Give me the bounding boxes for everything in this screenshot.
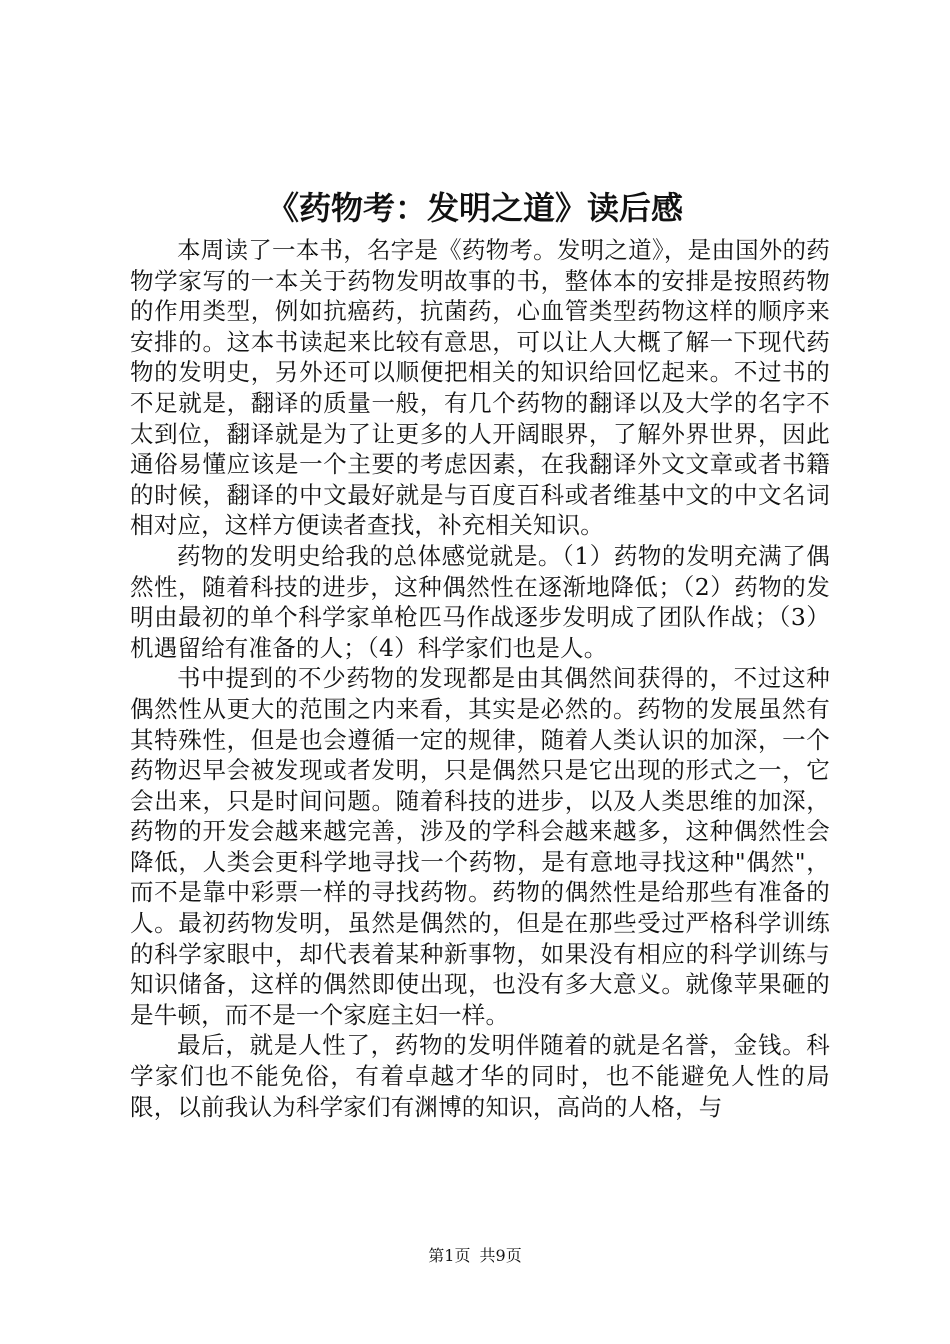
page-footer xyxy=(0,1245,950,1267)
paragraph-4: 最后，就是人性了，药物的发明伴随着的就是名誉，金钱。科学家们也不能免俗，有着卓越才华的同时，也不能避免人性的局限，以前我认为科学家们有渊博的知识，高尚的人格，与 xyxy=(130,1031,830,1121)
current-page-number: 第1页 xyxy=(428,1246,471,1265)
total-page-count: 共9页 xyxy=(479,1246,522,1265)
document-title: 《药物考：发明之道》读后感 xyxy=(266,189,683,227)
document-body xyxy=(130,235,830,1122)
paragraph-2: 药物的发明史给我的总体感觉就是。（1）药物的发明充满了偶然性，随着科技的进步，这种偶然性在逐渐地降低；（2）药物的发明由最初的单个科学家单枪匹马作战逐步发明成了团队作战；（3）机遇留给有准备的人；（4）科学家们也是人。 xyxy=(130,541,830,662)
paragraph-1: 本周读了一本书，名字是《药物考。发明之道》，是由国外的药物学家写的一本关于药物发明故事的书，整体本的安排是按照药物的作用类型，例如抗癌药，抗菌药，心血管类型药物这样的顺序来安排的。这本书读起来比较有意思，可以让人大概了解一下现代药物的发明史，另外还可以顺便把相关的知识给回忆起来。不过书的不足就是，翻译的质量一般，有几个药物的翻译以及大学的名字不太到位，翻译就是为了让更多的人开阔眼界，了解外界世界，因此通俗易懂应该是一个主要的考虑因素，在我翻译外文文章或者书籍的时候，翻译的中文最好就是与百度百科或者维基中文的中文名词相对应，这样方便读者查找，补充相关知识。 xyxy=(130,236,830,540)
paragraph-3: 书中提到的不少药物的发现都是由其偶然间获得的，不过这种偶然性从更大的范围之内来看，其实是必然的。药物的发展虽然有其特殊性，但是也会遵循一定的规律，随着人类认识的加深，一个药物迟早会被发现或者发明，只是偶然只是它出现的形式之一，它会出来，只是时间问题。随着科技的进步，以及人类思维的加深，药物的开发会越来越完善，涉及的学科会越来越多，这种偶然性会降低，人类会更科学地寻找一个药物，是有意地寻找这种"偶然"，而不是靠中彩票一样的寻找药物。药物的偶然性是给那些有准备的人。最初药物发明，虽然是偶然的，但是在那些受过严格科学训练的科学家眼中，却代表着某种新事物，如果没有相应的科学训练与知识储备，这样的偶然即使出现，也没有多大意义。就像苹果砸的是牛顿，而不是一个家庭主妇一样。 xyxy=(130,664,830,1029)
